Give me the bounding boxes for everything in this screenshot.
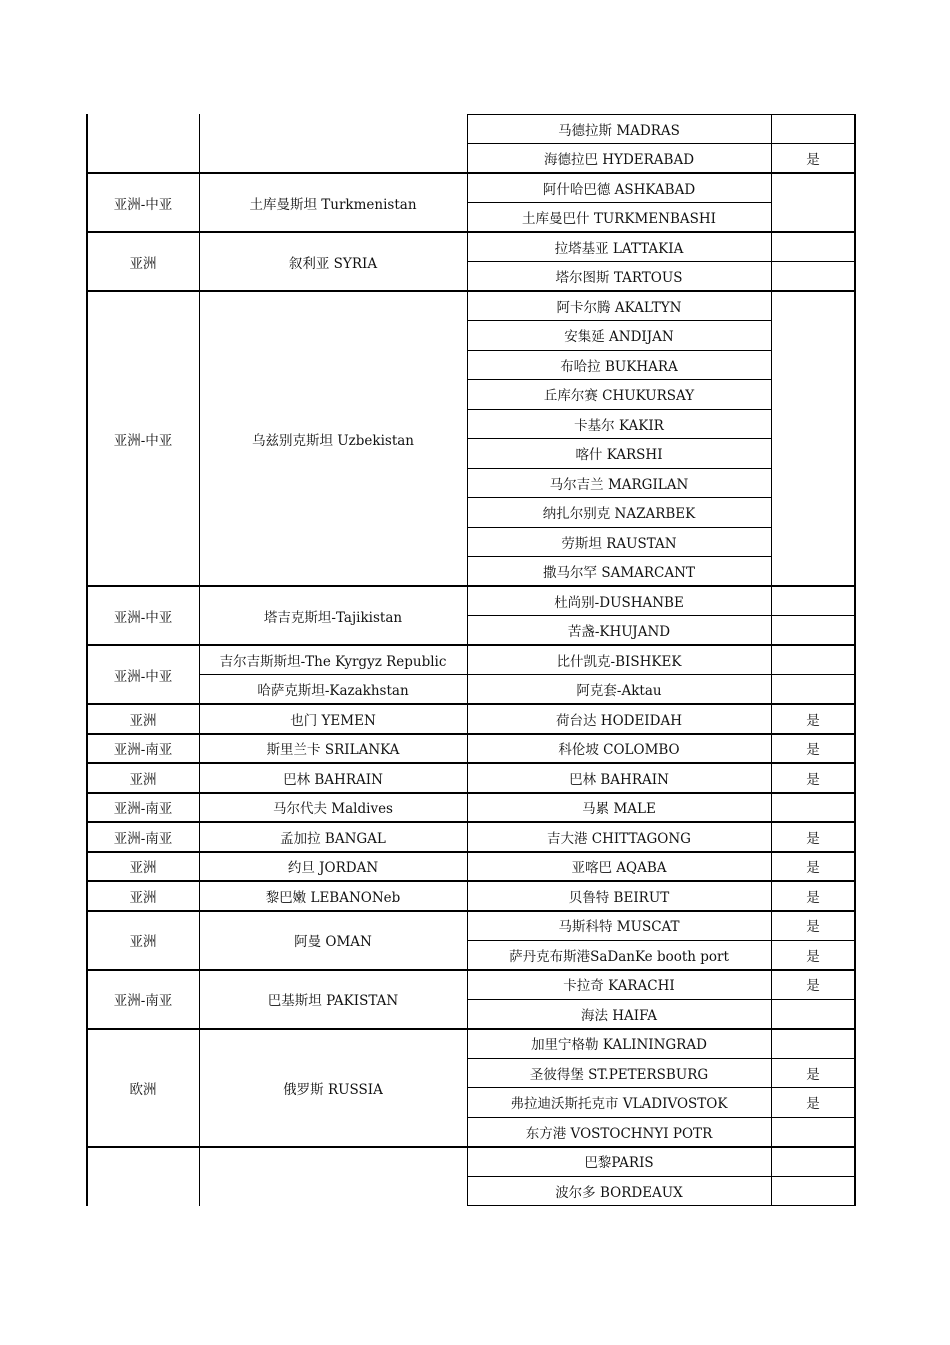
port-flag-cell: 是 [806,1066,820,1083]
region-cell: 亚洲-中亚 [113,432,173,449]
row-border [467,1087,771,1088]
port-name-cell: 塔尔图斯 TARTOUS [555,270,683,287]
port-name-cell: 撒马尔罕 SAMARCANT [543,565,695,582]
port-flag-cell [771,114,855,144]
region-cell: 亚洲 [129,860,157,877]
port-flag-cell: 是 [806,830,820,847]
row-border [467,379,771,380]
country-cell: 孟加拉 BANGAL [280,830,386,847]
port-name-cell: 苦盏-KHUJAND [567,624,671,641]
country-cell: 黎巴嫩 LEBANONeb [265,889,401,906]
country-cell: 土库曼斯坦 Turkmenistan [249,196,417,213]
port-name-cell: 土库曼巴什 TURKMENBASHI [522,211,716,228]
port-flag-cell [771,468,855,498]
port-flag-cell: 是 [806,742,820,759]
port-flag-cell [771,675,855,705]
region-cell: 亚洲-南亚 [113,742,173,759]
port-name-cell: 马尔吉兰 MARGILAN [549,476,689,493]
port-name-cell: 萨丹克布斯港SaDanKe booth port [509,948,729,965]
port-name-cell: 亚喀巴 AQABA [571,860,667,877]
port-flag-cell [771,380,855,410]
row-border [467,438,771,439]
row-border [467,1176,771,1177]
row-border [771,1087,855,1088]
port-flag-cell [771,439,855,469]
port-flag-cell: 是 [806,152,820,169]
row-border [771,615,855,616]
row-border [467,320,771,321]
port-name-cell: 巴林 BAHRAIN [569,771,669,788]
port-name-cell: 加里宁格勒 KALININGRAD [531,1037,707,1054]
row-border [467,1205,855,1206]
port-flag-cell [771,409,855,439]
port-flag-cell: 是 [806,948,820,965]
country-cell [199,114,467,173]
port-flag-cell: 是 [806,1096,820,1113]
port-name-cell: 阿什哈巴德 ASHKABAD [542,181,696,198]
country-cell: 也门 YEMEN [290,712,376,729]
port-flag-cell [771,203,855,233]
port-name-cell: 安集延 ANDIJAN [564,329,674,346]
port-name-cell: 比什凯克-BISHKEK [556,653,682,670]
row-border [467,674,771,675]
country-cell: 乌兹别克斯坦 Uzbekistan [251,432,414,449]
row-border [467,350,771,351]
port-name-cell: 阿克套-Aktau [576,683,662,700]
port-name-cell: 巴黎PARIS [584,1155,654,1172]
row-border [199,674,467,675]
port-name-cell: 杜尚别-DUSHANBE [554,594,684,611]
port-flag-cell: 是 [806,712,820,729]
row-border [467,497,771,498]
country-cell: 巴林 BAHRAIN [283,771,383,788]
region-cell [87,114,199,173]
port-flag-cell [771,1029,855,1059]
country-cell: 哈萨克斯坦-Kazakhstan [257,683,409,700]
region-cell [87,1147,199,1206]
port-flag-cell: 是 [806,919,820,936]
row-border [771,143,855,144]
region-cell: 亚洲-南亚 [113,801,173,818]
country-cell: 吉尔吉斯斯坦-The Kyrgyz Republic [219,653,447,670]
region-cell: 亚洲 [129,771,157,788]
port-name-cell: 贝鲁特 BEIRUT [568,889,670,906]
port-name-cell: 布哈拉 BUKHARA [560,358,678,375]
row-border [771,1176,855,1177]
region-cell: 亚洲-中亚 [113,609,173,626]
region-cell: 亚洲-中亚 [113,196,173,213]
port-flag-cell [771,1147,855,1177]
port-name-cell: 马德拉斯 MADRAS [558,122,680,139]
port-name-cell: 阿卡尔腾 AKALTYN [556,299,682,316]
row-border [771,261,855,262]
port-flag-cell [771,321,855,351]
port-name-cell: 海德拉巴 HYDERABAD [543,152,695,169]
country-cell: 巴基斯坦 PAKISTAN [267,993,399,1009]
row-border [771,1058,855,1059]
port-name-cell: 丘库尔赛 CHUKURSAY [543,388,695,405]
country-cell: 阿曼 OMAN [294,934,372,950]
port-flag-cell: 是 [806,771,820,788]
row-border [467,409,771,410]
port-flag-cell [771,350,855,380]
port-flag-cell [771,173,855,203]
row-border [467,527,771,528]
region-cell: 亚洲-南亚 [113,993,173,1009]
port-name-cell: 劳斯坦 RAUSTAN [561,535,677,552]
port-flag-cell: 是 [806,978,820,995]
port-flag-cell [771,262,855,292]
region-cell: 亚洲-中亚 [113,668,173,685]
country-cell: 塔吉克斯坦-Tajikistan [263,609,403,626]
port-name-cell: 马累 MALE [582,801,656,818]
port-flag-cell [771,586,855,616]
row-border [467,143,771,144]
port-name-cell: 马斯科特 MUSCAT [558,919,680,936]
region-cell: 欧洲 [129,1081,157,1098]
port-name-cell: 吉大港 CHITTAGONG [547,830,691,847]
port-name-cell: 圣彼得堡 ST.PETERSBURG [529,1066,709,1083]
port-flag-cell [771,232,855,262]
port-flag-cell [771,557,855,587]
port-name-cell: 东方港 VOSTOCHNYI POTR [525,1125,713,1142]
country-cell: 斯里兰卡 SRILANKA [266,742,400,759]
port-flag-cell [771,1176,855,1206]
port-name-cell: 卡基尔 KAKIR [574,417,664,434]
country-cell: 叙利亚 SYRIA [288,255,378,272]
row-border [467,940,771,941]
row-border [467,556,771,557]
country-cell: 马尔代夫 Maldives [273,801,393,818]
row-border [467,615,771,616]
port-name-cell: 拉塔基亚 LATTAKIA [554,240,684,257]
port-name-cell: 波尔多 BORDEAUX [555,1184,683,1201]
port-flag-cell [771,645,855,675]
region-cell: 亚洲 [129,712,157,729]
port-flag-cell [771,616,855,646]
row-border [771,940,855,941]
port-flag-cell [771,999,855,1029]
country-cell [199,1147,467,1206]
row-border [771,674,855,675]
port-flag-cell [771,527,855,557]
port-name-cell: 海法 HAIFA [580,1007,658,1024]
row-border [771,999,855,1000]
port-flag-cell [771,291,855,321]
country-cell: 俄罗斯 RUSSIA [283,1081,383,1098]
port-flag-cell: 是 [806,889,820,906]
port-flag-cell [771,498,855,528]
row-border [467,202,771,203]
country-cell: 约旦 JORDAN [287,860,379,877]
port-name-cell: 荷台达 HODEIDAH [556,712,682,729]
region-cell: 亚洲-南亚 [113,830,173,847]
port-flag-cell: 是 [806,860,820,877]
port-flag-cell [771,793,855,823]
region-cell: 亚洲 [129,934,157,950]
port-name-cell: 弗拉迪沃斯托克市 VLADIVOSTOK [510,1096,728,1113]
row-border [467,261,771,262]
port-name-cell: 喀什 KARSHI [575,447,663,464]
port-flag-cell [771,1117,855,1147]
row-border [467,468,771,469]
row-border [467,1058,771,1059]
port-list-table [87,114,855,1209]
row-border [771,1117,855,1118]
row-border [467,999,771,1000]
region-cell: 亚洲 [129,255,157,272]
port-name-cell: 卡拉奇 KARACHI [563,978,675,995]
port-name-cell: 纳扎尔别克 NAZARBEK [542,506,696,523]
row-border [467,114,855,115]
row-border [467,1117,771,1118]
region-cell: 亚洲 [129,889,157,906]
port-name-cell: 科伦坡 COLOMBO [558,742,680,759]
